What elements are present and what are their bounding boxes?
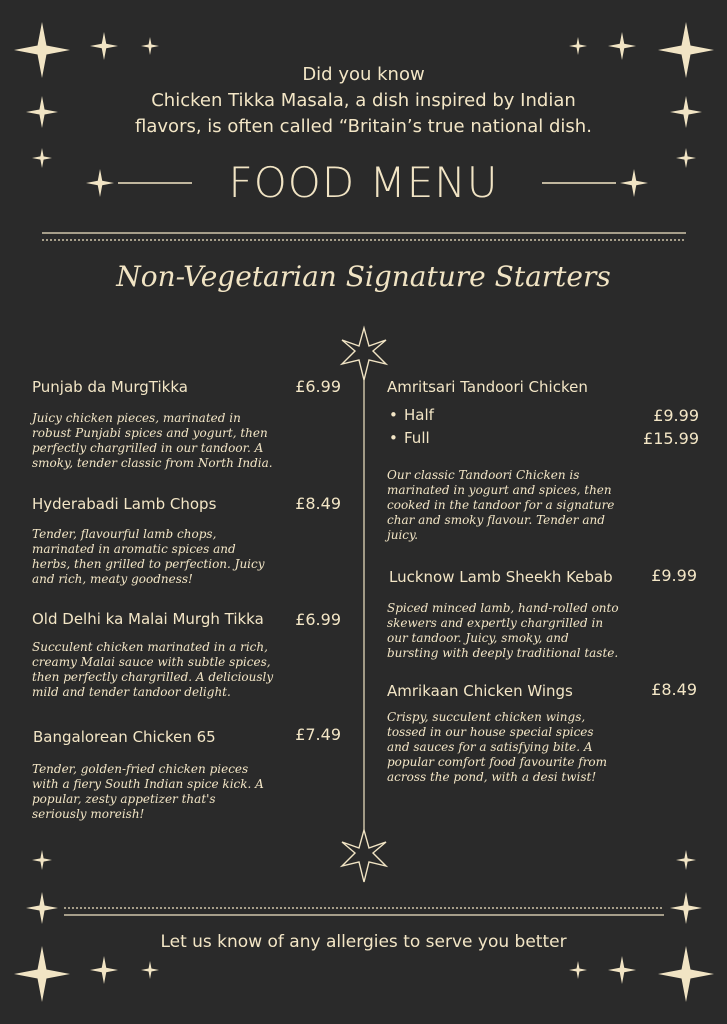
sparkle-icon [32,850,52,870]
option-label: Full [404,429,430,447]
description-line: Spiced minced lamb, hand-rolled onto [387,601,619,615]
sparkle-icon [670,96,702,128]
sparkle-icon [14,946,70,1002]
description-line: creamy Malai sauce with subtle spices, [32,655,271,669]
sparkle-icon [569,961,587,979]
description-line: popular comfort food favourite from [387,755,608,769]
description-line: Juicy chicken pieces, marinated in [32,411,241,425]
description-line: bursting with deeply traditional taste. [387,646,619,660]
sparkle-icon [620,169,648,197]
item-name: Lucknow Lamb Sheekh Kebab [389,568,613,586]
description-line: then perfectly chargrilled. A deliciously [32,670,274,684]
description-line: across the pond, with a desi twist! [387,770,597,784]
description-line: Tender, golden-fried chicken pieces [32,762,249,776]
bullet-icon: • [389,406,398,424]
item-price: £6.99 [295,610,341,629]
sparkle-icon [26,96,58,128]
sparkle-icon [658,946,714,1002]
item-price: £6.99 [295,377,341,396]
item-description [387,601,619,661]
sparkle-icon [141,961,159,979]
item-name: Amrikaan Chicken Wings [387,682,573,700]
item-price: £7.49 [295,725,341,744]
item-name: Old Delhi ka Malai Murgh Tikka [32,610,264,628]
description-line: skewers and expertly chargrilled in [387,616,604,630]
sparkle-icon [141,37,159,55]
description-line: herbs, then grilled to perfection. Juicy [32,557,265,571]
fun-fact-line: flavors, is often called “Britain’s true national dish. [135,116,592,137]
sparkle-icon [569,37,587,55]
description-line: seriously moreish! [32,807,145,821]
page-title: FOOD MENU [228,158,499,207]
sparkle-icon [670,892,702,924]
fun-fact-line: Chicken Tikka Masala, a dish inspired by Indian [151,90,576,111]
description-line: robust Punjabi spices and yogurt, then [32,426,268,440]
description-line: marinated in aromatic spices and [32,542,236,556]
item-description [387,710,607,785]
description-line: smoky, tender classic from North India. [32,456,273,470]
sparkle-icon [26,892,58,924]
item-name: Amritsari Tandoori Chicken [387,378,588,396]
item-description [32,762,264,822]
item-name: Hyderabadi Lamb Chops [32,495,217,513]
item-price: £15.99 [643,429,699,448]
item-price: £9.99 [653,406,699,425]
description-line: char and smoky flavour. Tender and [387,513,605,527]
bullet-icon: • [389,429,398,447]
option-label: Half [404,406,434,424]
description-line: Crispy, succulent chicken wings, [387,710,586,724]
section-title: Non-Vegetarian Signature Starters [116,260,611,293]
item-description [32,411,273,471]
fun-fact-line: Did you know [302,64,425,85]
sparkle-icon [90,32,118,60]
starburst-icon [342,830,386,882]
description-line: Tender, flavourful lamb chops, [32,527,217,541]
description-line: Our classic Tandoori Chicken is [387,468,580,482]
description-line: and sauces for a satisfying bite. A [387,740,593,754]
sparkle-icon [90,956,118,984]
description-line: tossed in our house special spices [387,725,594,739]
allergy-notice: Let us know of any allergies to serve you better [160,932,567,952]
description-line: and rich, meaty goodness! [32,572,193,586]
sparkle-icon [676,148,696,168]
description-line: perfectly chargrilled in our tandoor. A [32,441,264,455]
item-description [32,640,273,700]
item-price: £8.49 [295,494,341,513]
sparkle-icon [32,148,52,168]
item-description [32,527,265,587]
item-name: Punjab da MurgTikka [32,378,188,396]
description-line: cooked in the tandoor for a signature [387,498,615,512]
item-name: Bangalorean Chicken 65 [33,728,216,746]
description-line: popular, zesty appetizer that's [32,792,216,806]
description-line: juicy. [387,528,419,542]
description-line: marinated in yogurt and spices, then [387,483,612,497]
description-line: with a fiery South Indian spice kick. A [32,777,264,791]
description-line: mild and tender tandoor delight. [32,685,231,699]
sparkle-icon [608,32,636,60]
description-line: Succulent chicken marinated in a rich, [32,640,268,654]
item-price: £8.49 [651,680,697,699]
sparkle-icon [676,850,696,870]
starburst-icon [342,328,386,380]
description-line: our tandoor. Juicy, smoky, and [387,631,569,645]
item-price: £9.99 [651,566,697,585]
sparkle-icon [86,169,114,197]
fun-fact [60,62,667,140]
item-description [387,468,614,543]
sparkle-icon [608,956,636,984]
